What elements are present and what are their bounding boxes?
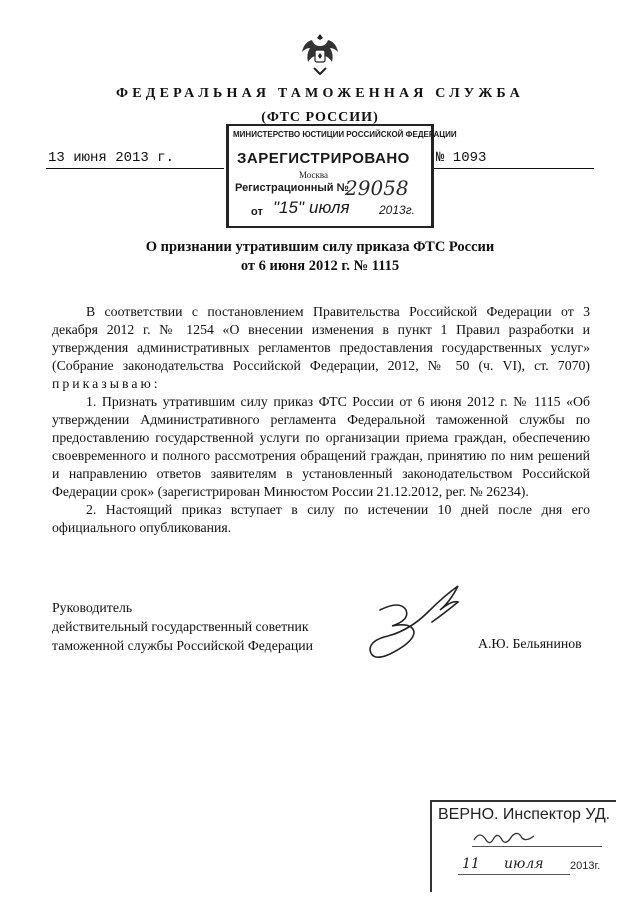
preamble-text: В соответствии с постановлением Правительства Российской Федерации от 3 декабря 2012 г. № 1254 «О внесении изменения в пункт 1 Правил разработки и утверждения административных регламентов предоставления государственных услуг» (Собрание законодательства Российской Федерации, 2012, № 50 (ч. VI), ст. 7070)	[52, 304, 590, 373]
stamp-date-month: июля	[309, 198, 350, 217]
cert-year: 2013г.	[570, 860, 601, 872]
stamp-reg-number: 29058	[345, 176, 409, 200]
order-number: № 1093	[436, 150, 487, 166]
order-word: приказываю:	[52, 376, 161, 391]
stamp-date-year: 2013г.	[379, 203, 415, 217]
coat-of-arms-emblem-icon	[300, 30, 340, 78]
title-line-2: от 6 июня 2012 г. № 1115	[240, 258, 400, 274]
agency-abbreviation: (ФТС РОССИИ)	[261, 110, 379, 125]
agency-name: ФЕДЕРАЛЬНАЯ ТАМОЖЕННАЯ СЛУЖБА	[116, 86, 524, 101]
handwritten-signature-icon	[350, 580, 470, 670]
signatory-line-1: Руководитель	[52, 600, 133, 615]
stamp-city: Москва	[299, 170, 328, 180]
paragraph-item-1: 1. Признать утратившим силу приказ ФТС России от 6 июня 2012 г. № 1115 «Об утверждении Административного регламента Федеральной таможенной службы по предоставлению государственной услуги по организации приема граждан, обеспечению своевременного и полного рассмотрения обращений граждан, принятию по ним решений и направлению ответов заявителям в установленный законодательством Российской Федерации срок» (зарегистрирован Минюстом России 21.12.2012, рег. № 26234).	[52, 394, 590, 499]
stamp-registered: ЗАРЕГИСТРИРОВАНО	[237, 150, 410, 167]
number-underline	[432, 168, 594, 169]
registration-stamp	[226, 124, 457, 228]
signatory-position	[52, 598, 352, 655]
cert-line-1	[472, 846, 602, 847]
stamp-reg-label: Регистрационный №	[235, 182, 349, 194]
signatory-line-2: действительный государственный советник	[52, 619, 309, 634]
paragraph-item-2: 2. Настоящий приказ вступает в силу по истечении 10 дней после дня его официального опубликования.	[52, 502, 590, 535]
stamp-date-label: от	[251, 206, 263, 218]
signer-name: А.Ю. Бельянинов	[478, 636, 582, 651]
document-body	[52, 303, 590, 537]
paragraph-preamble	[52, 303, 590, 393]
certification-stamp	[430, 800, 616, 892]
cert-line-2	[458, 874, 570, 875]
cert-day: 11	[462, 856, 480, 872]
order-date: 13 июня 2013 г.	[48, 150, 175, 166]
cert-month: июля	[504, 856, 544, 872]
cert-signature-icon	[472, 828, 542, 848]
cert-title: ВЕРНО. Инспектор УД.	[438, 806, 611, 823]
stamp-date-day: "15"	[273, 198, 304, 217]
stamp-ministry: МИНИСТЕРСТВО ЮСТИЦИИ РОССИЙСКОЙ ФЕДЕРАЦИИ	[233, 130, 457, 139]
date-underline	[46, 168, 224, 169]
title-line-1: О признании утратившим силу приказа ФТС России	[145, 239, 495, 255]
signatory-line-3: таможенной службы Российской Федерации	[52, 638, 313, 653]
document-title	[60, 238, 580, 276]
